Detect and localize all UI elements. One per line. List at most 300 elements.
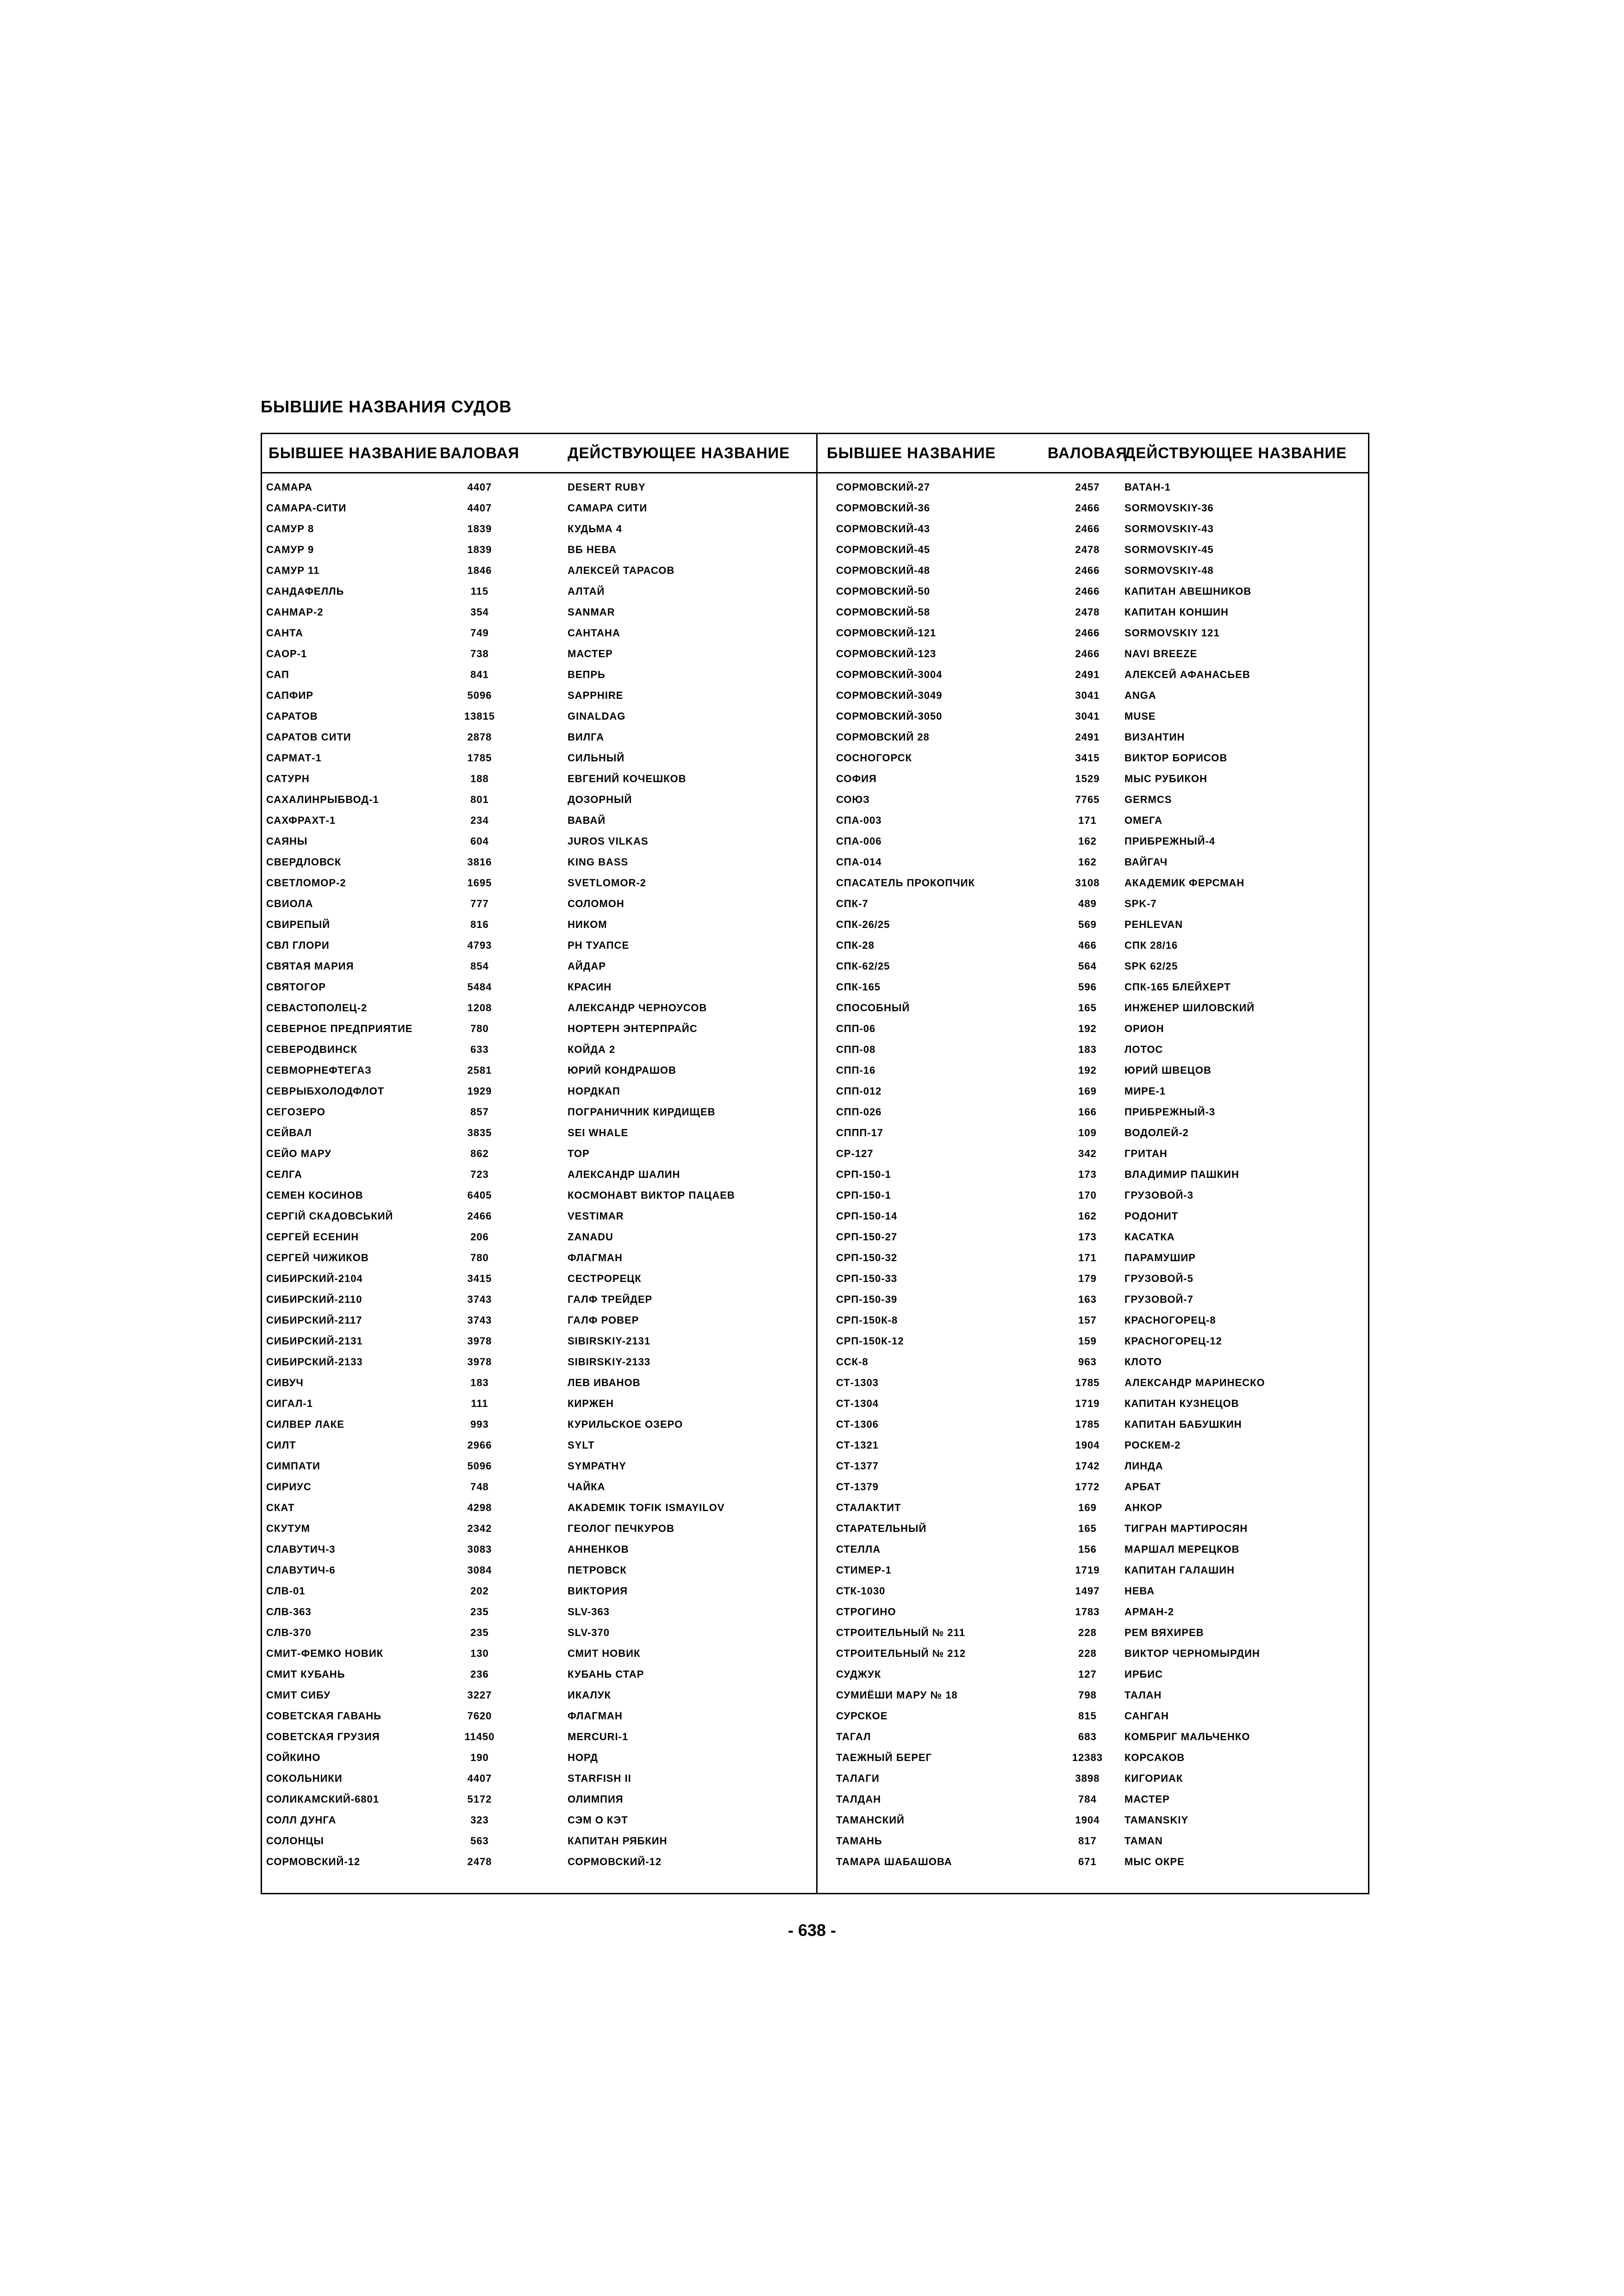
- gross-tonnage-cell: 159: [1078, 1335, 1097, 1347]
- table-row: [818, 644, 1369, 665]
- former-name-cell: СТРОИТЕЛЬНЫЙ № 212: [836, 1648, 966, 1659]
- table-row: [818, 1581, 1369, 1602]
- former-name-cell: СТРОИТЕЛЬНЫЙ № 211: [836, 1627, 965, 1638]
- former-name-cell: СПП-16: [836, 1064, 876, 1076]
- gross-tonnage-cell: 192: [1078, 1064, 1097, 1076]
- former-name-cell: СОРМОВСКИЙ-27: [836, 481, 931, 493]
- table-row: [818, 707, 1369, 728]
- gross-tonnage-cell: 235: [470, 1606, 489, 1618]
- current-name-cell: ИНЖЕНЕР ШИЛОВСКИЙ: [1124, 1002, 1255, 1014]
- former-name-cell: СОРМОВСКИЙ-48: [836, 565, 931, 576]
- table-row: [262, 728, 816, 748]
- current-name-cell: ВЛАДИМИР ПАШКИН: [1124, 1169, 1239, 1180]
- current-name-cell: ВИКТОР ЧЕРНОМЫРДИН: [1124, 1648, 1260, 1659]
- former-name-cell: СОСНОГОРСК: [836, 752, 912, 764]
- gross-tonnage-cell: 171: [1078, 1252, 1097, 1263]
- current-name-cell: ВИКТОР БОРИСОВ: [1124, 752, 1228, 764]
- gross-tonnage-cell: 234: [470, 815, 489, 826]
- table-row: [262, 1040, 816, 1061]
- current-name-cell: НОРД: [568, 1752, 598, 1763]
- current-name-cell: СЭМ О КЭТ: [568, 1814, 628, 1826]
- gross-tonnage-cell: 1742: [1075, 1460, 1100, 1472]
- gross-tonnage-cell: 3743: [467, 1294, 492, 1305]
- former-name-cell: СТРОГИНО: [836, 1606, 896, 1618]
- former-name-cell: СЕВРЫБХОЛОДФЛОТ: [266, 1085, 385, 1097]
- table-row: [262, 1686, 816, 1706]
- table-row: [818, 1665, 1369, 1686]
- former-name-cell: САМАРА: [266, 481, 313, 493]
- current-name-cell: КАПИТАН АВЕШНИКОВ: [1124, 585, 1252, 597]
- former-name-cell: СТ-1377: [836, 1460, 879, 1472]
- current-name-cell: ВЕПРЬ: [568, 669, 606, 680]
- former-name-cell: СТ-1304: [836, 1398, 879, 1409]
- gross-tonnage-cell: 5172: [467, 1793, 492, 1805]
- gross-tonnage-cell: 1785: [467, 752, 492, 764]
- table-row: [818, 790, 1369, 811]
- current-name-cell: ГАЛФ ТРЕЙДЕР: [568, 1294, 653, 1305]
- current-name-cell: ГРИТАН: [1124, 1148, 1168, 1159]
- gross-tonnage-cell: 179: [1078, 1273, 1097, 1284]
- table-row: [262, 1602, 816, 1623]
- current-name-cell: SLV-370: [568, 1627, 610, 1638]
- current-name-cell: ГРУЗОВОЙ-3: [1124, 1189, 1193, 1201]
- table-row: [818, 1686, 1369, 1706]
- gross-tonnage-cell: 1904: [1075, 1814, 1100, 1826]
- former-name-cell: СВЯТАЯ МАРИЯ: [266, 960, 354, 972]
- table-row: [262, 832, 816, 852]
- gross-tonnage-cell: 1785: [1075, 1419, 1100, 1430]
- table-row: [262, 769, 816, 790]
- table-row: [262, 1456, 816, 1477]
- current-name-cell: АНКОР: [1124, 1502, 1162, 1513]
- table-row: [818, 1852, 1369, 1873]
- current-name-cell: МАСТЕР: [568, 648, 613, 660]
- former-name-cell: СЛВ-01: [266, 1585, 306, 1597]
- gross-tonnage-cell: 3978: [467, 1335, 492, 1347]
- gross-tonnage-cell: 170: [1078, 1189, 1097, 1201]
- former-name-cell: ССК-8: [836, 1356, 868, 1368]
- former-name-cell: САХФРАХТ-1: [266, 815, 336, 826]
- former-name-cell: СЕЙО МАРУ: [266, 1148, 331, 1159]
- table-row: [818, 540, 1369, 561]
- current-name-cell: DESERT RUBY: [568, 481, 646, 493]
- gross-tonnage-cell: 1839: [467, 523, 492, 535]
- table-row: [818, 1269, 1369, 1290]
- current-name-cell: VESTIMAR: [568, 1210, 624, 1222]
- table-row: [818, 1811, 1369, 1831]
- table-row: [818, 1082, 1369, 1102]
- gross-tonnage-cell: 489: [1078, 898, 1097, 909]
- former-name-cell: ТАМАРА ШАБАШОВА: [836, 1856, 952, 1867]
- current-name-cell: ВАВАЙ: [568, 815, 606, 826]
- gross-tonnage-cell: 3415: [467, 1273, 492, 1284]
- former-name-cell: СИБИРСКИЙ-2131: [266, 1335, 363, 1347]
- gross-tonnage-cell: 2466: [1075, 627, 1100, 639]
- gross-tonnage-cell: 2342: [467, 1523, 492, 1534]
- gross-tonnage-cell: 11450: [464, 1731, 495, 1742]
- gross-tonnage-cell: 3898: [1075, 1773, 1100, 1784]
- current-name-cell: КАПИТАН БАБУШКИН: [1124, 1419, 1242, 1430]
- former-name-cell: СОРМОВСКИЙ-12: [266, 1856, 361, 1867]
- table-row: [818, 1040, 1369, 1061]
- gross-tonnage-cell: 3084: [467, 1564, 492, 1576]
- table-row: [262, 1769, 816, 1790]
- former-name-cell: САТУРН: [266, 773, 310, 784]
- current-name-cell: ПРИБРЕЖНЫЙ-4: [1124, 835, 1216, 847]
- page-title: БЫВШИЕ НАЗВАНИЯ СУДОВ: [261, 397, 512, 416]
- gross-tonnage-cell: 192: [1078, 1023, 1097, 1034]
- table-row: [818, 1248, 1369, 1269]
- former-name-cell: СР-127: [836, 1148, 874, 1159]
- table-row: [818, 1019, 1369, 1040]
- gross-tonnage-cell: 169: [1078, 1502, 1097, 1513]
- table-header-left: [262, 434, 816, 473]
- current-name-cell: ЮРИЙ КОНДРАШОВ: [568, 1064, 676, 1076]
- current-name-cell: ZANADU: [568, 1231, 613, 1243]
- table-row: [262, 1102, 816, 1123]
- current-name-cell: ЮРИЙ ШВЕЦОВ: [1124, 1064, 1212, 1076]
- former-name-cell: СИБИРСКИЙ-2133: [266, 1356, 363, 1368]
- table-row: [262, 1790, 816, 1811]
- gross-tonnage-cell: 12383: [1072, 1752, 1103, 1763]
- former-name-cell: СПК-7: [836, 898, 868, 909]
- current-name-cell: SVETLOMOR-2: [568, 877, 646, 889]
- current-name-cell: РОДОНИТ: [1124, 1210, 1179, 1222]
- table-row: [262, 1144, 816, 1165]
- table-row: [262, 644, 816, 665]
- table-row: [262, 1061, 816, 1082]
- table-row: [262, 790, 816, 811]
- gross-tonnage-cell: 466: [1078, 940, 1097, 951]
- former-name-cell: СЕВЕРНОЕ ПРЕДПРИЯТИЕ: [266, 1023, 413, 1034]
- table-row: [262, 603, 816, 623]
- gross-tonnage-cell: 2478: [467, 1856, 492, 1867]
- current-name-cell: ВИКТОРИЯ: [568, 1585, 628, 1597]
- table-row: [262, 1644, 816, 1665]
- gross-tonnage-cell: 3227: [467, 1689, 492, 1701]
- current-name-cell: МАСТЕР: [1124, 1793, 1170, 1805]
- former-name-cell: СИМПАТИ: [266, 1460, 320, 1472]
- gross-tonnage-cell: 2491: [1075, 731, 1100, 743]
- gross-tonnage-cell: 157: [1078, 1314, 1097, 1326]
- former-name-cell: СПОСОБНЫЙ: [836, 1002, 910, 1014]
- header-current-name: ДЕЙСТВУЮЩЕЕ НАЗВАНИЕ: [568, 444, 790, 461]
- gross-tonnage-cell: 165: [1078, 1523, 1097, 1534]
- current-name-cell: ГРУЗОВОЙ-5: [1124, 1273, 1193, 1284]
- gross-tonnage-cell: 173: [1078, 1231, 1097, 1243]
- former-name-cell: СЕВАСТОПОЛЕЦ-2: [266, 1002, 368, 1014]
- gross-tonnage-cell: 564: [1078, 960, 1097, 972]
- former-name-cell: СОЮЗ: [836, 794, 870, 805]
- current-name-cell: ИРБИС: [1124, 1668, 1163, 1680]
- table-row: [818, 1748, 1369, 1769]
- current-name-cell: ИКАЛУК: [568, 1689, 611, 1701]
- gross-tonnage-cell: 2478: [1075, 606, 1100, 618]
- current-name-cell: SORMOVSKIY-45: [1124, 544, 1214, 555]
- table-row: [262, 936, 816, 957]
- gross-tonnage-cell: 228: [1078, 1627, 1097, 1638]
- table-row: [262, 1831, 816, 1852]
- table-row: [818, 1477, 1369, 1498]
- current-name-cell: JUROS VILKAS: [568, 835, 649, 847]
- table-row: [262, 1581, 816, 1602]
- current-name-cell: SAPPHIRE: [568, 690, 624, 701]
- gross-tonnage-cell: 3041: [1075, 690, 1100, 701]
- gross-tonnage-cell: 815: [1078, 1710, 1097, 1722]
- table-header-right: [818, 434, 1369, 473]
- table-row: [818, 1498, 1369, 1519]
- former-name-cell: СТ-1306: [836, 1419, 879, 1430]
- current-name-cell: SEI WHALE: [568, 1127, 629, 1139]
- table-row: [818, 1123, 1369, 1144]
- former-name-cell: СУМИЁШИ МАРУ № 18: [836, 1689, 958, 1701]
- gross-tonnage-cell: 2466: [467, 1210, 492, 1222]
- current-name-cell: РОСКЕМ-2: [1124, 1439, 1181, 1451]
- former-name-cell: СЕВМОРНЕФТЕГАЗ: [266, 1064, 372, 1076]
- former-name-cell: СУДЖУК: [836, 1668, 881, 1680]
- former-name-cell: САНТА: [266, 627, 304, 639]
- gross-tonnage-cell: 169: [1078, 1085, 1097, 1097]
- gross-tonnage-cell: 354: [470, 606, 489, 618]
- rows-right: [818, 478, 1369, 1873]
- current-name-cell: ЧАЙКА: [568, 1481, 606, 1493]
- current-name-cell: GERMCS: [1124, 794, 1172, 805]
- current-name-cell: GINALDAG: [568, 710, 626, 722]
- current-name-cell: КУДЬМА 4: [568, 523, 623, 535]
- table-row: [818, 603, 1369, 623]
- gross-tonnage-cell: 1839: [467, 544, 492, 555]
- current-name-cell: SYLT: [568, 1439, 595, 1451]
- former-name-cell: СВЕТЛОМОР-2: [266, 877, 346, 889]
- former-name-cell: СИБИРСКИЙ-2104: [266, 1273, 363, 1284]
- former-name-cell: СИЛВЕР ЛАКЕ: [266, 1419, 344, 1430]
- table-row: [262, 1540, 816, 1561]
- current-name-cell: ГЕОЛОГ ПЕЧКУРОВ: [568, 1523, 675, 1534]
- gross-tonnage-cell: 780: [470, 1252, 489, 1263]
- table-row: [262, 561, 816, 582]
- former-name-cell: СОЛИКАМСКИЙ-6801: [266, 1793, 380, 1805]
- table-row: [262, 1415, 816, 1436]
- gross-tonnage-cell: 784: [1078, 1793, 1097, 1805]
- gross-tonnage-cell: 235: [470, 1627, 489, 1638]
- current-name-cell: SANMAR: [568, 606, 615, 618]
- table-row: [818, 957, 1369, 977]
- gross-tonnage-cell: 2478: [1075, 544, 1100, 555]
- former-name-cell: СМИТ СИБУ: [266, 1689, 331, 1701]
- table-row: [818, 1186, 1369, 1207]
- table-row: [262, 1498, 816, 1519]
- gross-tonnage-cell: 13815: [464, 710, 495, 722]
- current-name-cell: AKADEMIK TOFIK ISMAYILOV: [568, 1502, 725, 1513]
- table-row: [262, 1290, 816, 1311]
- table-row: [262, 1811, 816, 1831]
- former-name-cell: СИВУЧ: [266, 1377, 304, 1388]
- current-name-cell: КАПИТАН КОНШИН: [1124, 606, 1229, 618]
- gross-tonnage-cell: 2581: [467, 1064, 492, 1076]
- former-name-cell: СРП-150К-12: [836, 1335, 904, 1347]
- gross-tonnage-cell: 111: [471, 1398, 488, 1409]
- table-row: [262, 478, 816, 498]
- current-name-cell: АРБАТ: [1124, 1481, 1161, 1493]
- current-name-cell: САНГАН: [1124, 1710, 1169, 1722]
- current-name-cell: КРАСНОГОРЕЦ-12: [1124, 1335, 1222, 1347]
- gross-tonnage-cell: 1772: [1075, 1481, 1100, 1493]
- current-name-cell: АКАДЕМИК ФЕРСМАН: [1124, 877, 1245, 889]
- gross-tonnage-cell: 228: [1078, 1648, 1097, 1659]
- former-name-cell: СВЯТОГОР: [266, 981, 326, 993]
- table-row: [818, 1207, 1369, 1227]
- former-name-cell: СКУТУМ: [266, 1523, 310, 1534]
- gross-tonnage-cell: 236: [470, 1668, 489, 1680]
- gross-tonnage-cell: 190: [470, 1752, 489, 1763]
- gross-tonnage-cell: 862: [470, 1148, 489, 1159]
- former-name-cell: СВЕРДЛОВСК: [266, 856, 342, 868]
- former-name-cell: СОКОЛЬНИКИ: [266, 1773, 343, 1784]
- table-row: [818, 1227, 1369, 1248]
- current-name-cell: СОЛОМОН: [568, 898, 625, 909]
- gross-tonnage-cell: 5096: [467, 690, 492, 701]
- current-name-cell: ТАЛАН: [1124, 1689, 1162, 1701]
- table-row: [818, 811, 1369, 832]
- current-name-cell: АРМАН-2: [1124, 1606, 1174, 1618]
- current-name-cell: SPK 62/25: [1124, 960, 1178, 972]
- current-name-cell: ЛИНДА: [1124, 1460, 1163, 1472]
- table-row: [262, 998, 816, 1019]
- gross-tonnage-cell: 3816: [467, 856, 492, 868]
- table-row: [262, 1123, 816, 1144]
- current-name-cell: КАСАТКА: [1124, 1231, 1175, 1243]
- ship-names-table: [261, 433, 1369, 1894]
- gross-tonnage-cell: 2966: [467, 1439, 492, 1451]
- current-name-cell: МЫС РУБИКОН: [1124, 773, 1207, 784]
- former-name-cell: СТЕЛЛА: [836, 1543, 881, 1555]
- former-name-cell: СОЛЛ ДУНГА: [266, 1814, 337, 1826]
- gross-tonnage-cell: 4407: [467, 502, 492, 514]
- table-row: [262, 1623, 816, 1644]
- former-name-cell: СПАСАТЕЛЬ ПРОКОПЧИК: [836, 877, 975, 889]
- former-name-cell: СТАРАТЕЛЬНЫЙ: [836, 1523, 927, 1534]
- gross-tonnage-cell: 166: [1078, 1106, 1097, 1118]
- table-row: [262, 1165, 816, 1186]
- current-name-cell: ВБ НЕВА: [568, 544, 617, 555]
- gross-tonnage-cell: 4407: [467, 1773, 492, 1784]
- current-name-cell: КОЙДА 2: [568, 1044, 616, 1055]
- current-name-cell: ОРИОН: [1124, 1023, 1164, 1034]
- former-name-cell: СРП-150-1: [836, 1189, 891, 1201]
- table-row: [818, 1352, 1369, 1373]
- current-name-cell: СПК 28/16: [1124, 940, 1178, 951]
- gross-tonnage-cell: 3083: [467, 1543, 492, 1555]
- table-row: [818, 1456, 1369, 1477]
- former-name-cell: СОВЕТСКАЯ ГАВАНЬ: [266, 1710, 381, 1722]
- current-name-cell: SORMOVSKIY-43: [1124, 523, 1214, 535]
- current-name-cell: ВОДОЛЕЙ-2: [1124, 1127, 1189, 1139]
- current-name-cell: КРАСНОГОРЕЦ-8: [1124, 1314, 1216, 1326]
- table-row: [262, 1727, 816, 1748]
- gross-tonnage-cell: 2466: [1075, 523, 1100, 535]
- gross-tonnage-cell: 3041: [1075, 710, 1100, 722]
- table-row: [262, 686, 816, 707]
- current-name-cell: ЛОТОС: [1124, 1044, 1163, 1055]
- current-name-cell: КОРСАКОВ: [1124, 1752, 1185, 1763]
- gross-tonnage-cell: 3415: [1075, 752, 1100, 764]
- current-name-cell: СОРМОВСКИЙ-12: [568, 1856, 662, 1867]
- table-row: [262, 894, 816, 915]
- table-row: [818, 1706, 1369, 1727]
- former-name-cell: СОВЕТСКАЯ ГРУЗИЯ: [266, 1731, 380, 1742]
- current-name-cell: АЛТАЙ: [568, 585, 605, 597]
- gross-tonnage-cell: 163: [1078, 1294, 1097, 1305]
- current-name-cell: КРАСИН: [568, 981, 612, 993]
- current-name-cell: SIBIRSKIY-2131: [568, 1335, 651, 1347]
- former-name-cell: САП: [266, 669, 289, 680]
- current-name-cell: НОРТЕРН ЭНТЕРПРАЙС: [568, 1023, 698, 1034]
- gross-tonnage-cell: 748: [470, 1481, 489, 1493]
- current-name-cell: АЛЕКСЕЙ ТАРАСОВ: [568, 565, 675, 576]
- former-name-cell: СОРМОВСКИЙ-3049: [836, 690, 943, 701]
- current-name-cell: ПЕТРОВСК: [568, 1564, 627, 1576]
- former-name-cell: САМАРА-СИТИ: [266, 502, 347, 514]
- current-name-cell: КОМБРИГ МАЛЬЧЕНКО: [1124, 1731, 1250, 1742]
- former-name-cell: СПА-014: [836, 856, 882, 868]
- table-row: [818, 1623, 1369, 1644]
- gross-tonnage-cell: 202: [470, 1585, 489, 1597]
- former-name-cell: СМИТ КУБАНЬ: [266, 1668, 345, 1680]
- gross-tonnage-cell: 4298: [467, 1502, 492, 1513]
- gross-tonnage-cell: 801: [470, 794, 489, 805]
- table-row: [818, 1831, 1369, 1852]
- current-name-cell: АЛЕКСЕЙ АФАНАСЬЕВ: [1124, 669, 1250, 680]
- former-name-cell: СВЛ ГЛОРИ: [266, 940, 330, 951]
- former-name-cell: СВИРЕПЫЙ: [266, 919, 331, 930]
- table-row: [818, 1061, 1369, 1082]
- gross-tonnage-cell: 1783: [1075, 1606, 1100, 1618]
- former-name-cell: СОРМОВСКИЙ 28: [836, 731, 930, 743]
- gross-tonnage-cell: 2878: [467, 731, 492, 743]
- current-name-cell: САНТАНА: [568, 627, 620, 639]
- former-name-cell: САМУР 9: [266, 544, 314, 555]
- header-gross-tonnage: ВАЛОВАЯ: [1048, 444, 1127, 461]
- gross-tonnage-cell: 162: [1078, 856, 1097, 868]
- former-name-cell: СЕРГЕЙ ЕСЕНИН: [266, 1231, 359, 1243]
- current-name-cell: КАПИТАН КУЗНЕЦОВ: [1124, 1398, 1239, 1409]
- table-row: [262, 748, 816, 769]
- current-name-cell: ФЛАГМАН: [568, 1710, 623, 1722]
- gross-tonnage-cell: 3743: [467, 1314, 492, 1326]
- former-name-cell: СЛВ-363: [266, 1606, 312, 1618]
- table-row: [818, 1561, 1369, 1581]
- gross-tonnage-cell: 5484: [467, 981, 492, 993]
- current-name-cell: САМАРА СИТИ: [568, 502, 648, 514]
- table-row: [818, 1311, 1369, 1332]
- table-row: [818, 1436, 1369, 1456]
- former-name-cell: СТ-1303: [836, 1377, 879, 1388]
- table-right-half: [818, 434, 1369, 1893]
- gross-tonnage-cell: 3108: [1075, 877, 1100, 889]
- gross-tonnage-cell: 2466: [1075, 648, 1100, 660]
- former-name-cell: СИБИРСКИЙ-2110: [266, 1294, 362, 1305]
- table-row: [262, 623, 816, 644]
- current-name-cell: ВАЙГАЧ: [1124, 856, 1168, 868]
- current-name-cell: MERCURI-1: [568, 1731, 629, 1742]
- table-row: [818, 1644, 1369, 1665]
- current-name-cell: СМИТ НОВИК: [568, 1648, 641, 1659]
- table-row: [818, 1332, 1369, 1352]
- former-name-cell: СТ-1321: [836, 1439, 879, 1451]
- current-name-cell: ВИЛГА: [568, 731, 605, 743]
- current-name-cell: НОРДКАП: [568, 1085, 620, 1097]
- former-name-cell: СЕРГЕЙ ЧИЖИКОВ: [266, 1252, 369, 1263]
